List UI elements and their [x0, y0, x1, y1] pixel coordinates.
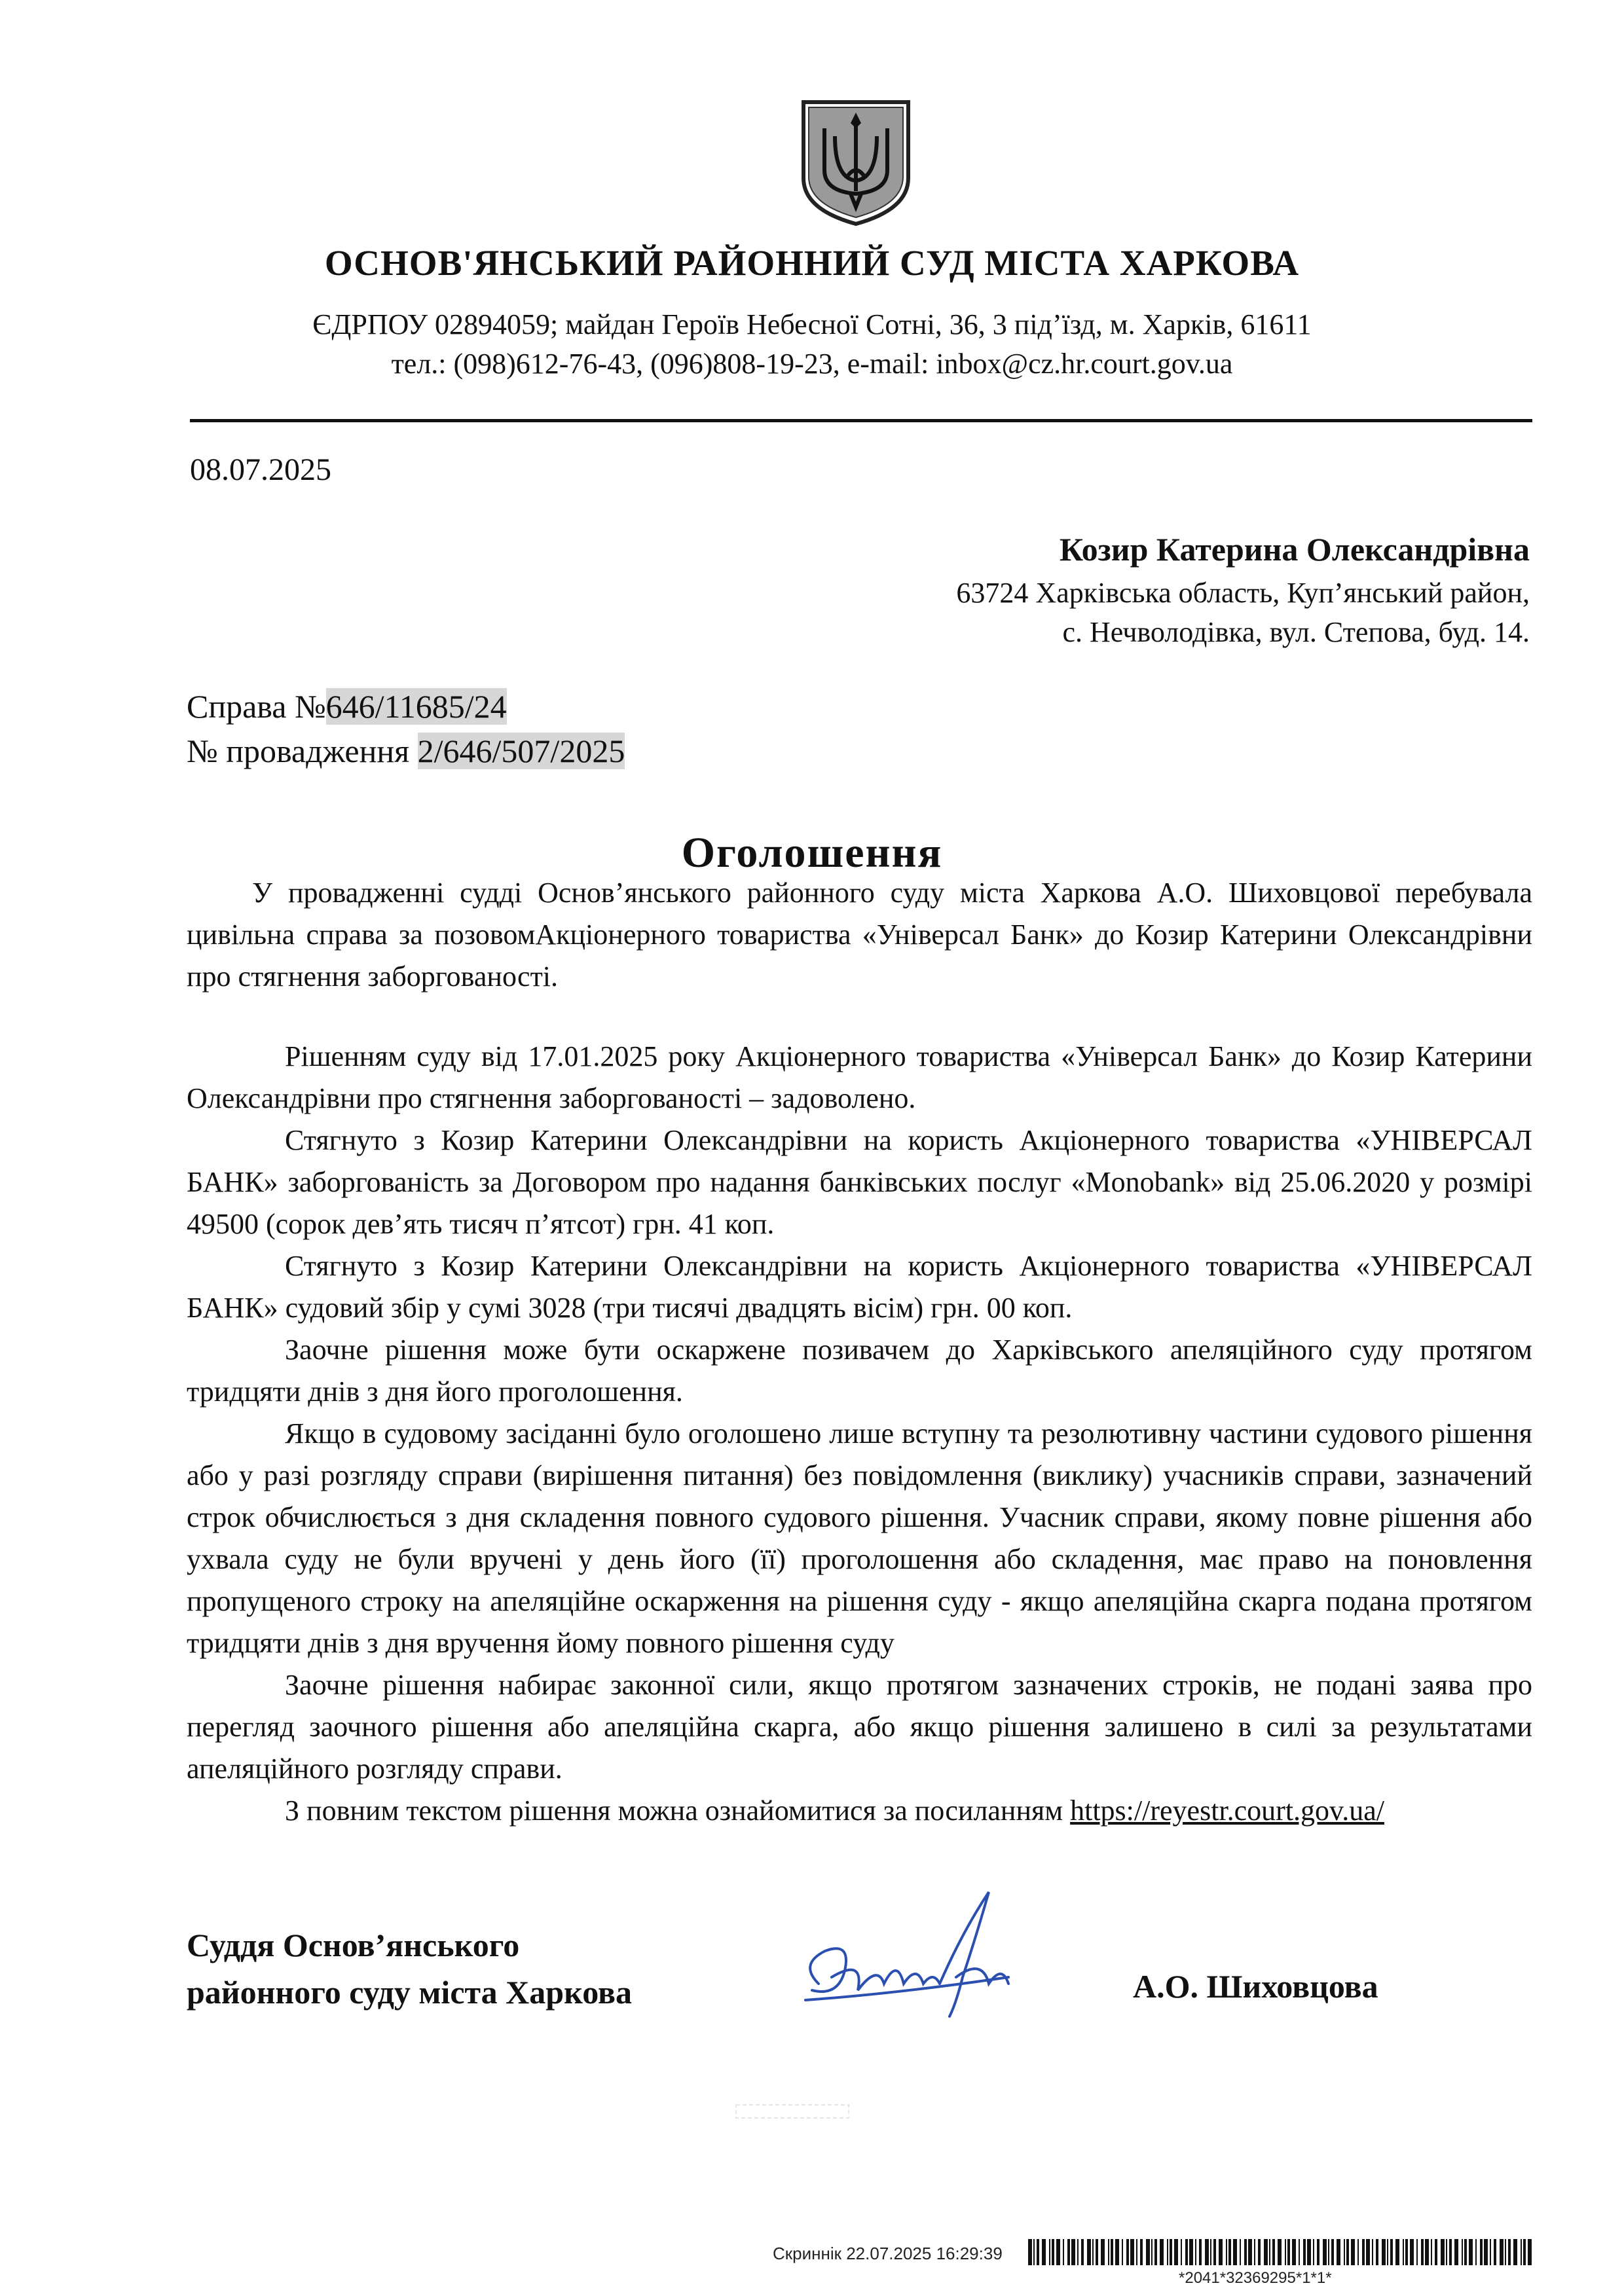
- court-contacts-line: тел.: (098)612-76-43, (096)808-19-23, e-mail: inbox@cz.hr.court.gov.ua: [391, 348, 1233, 380]
- paragraph: Заочне рішення набирає законної сили, якщо протягом зазначених строків, не подані заява про перегляд заочного рішення або апеляційна скарга, або якщо рішення залишено в силі за результатами апеляційного розгляду справи.: [187, 1669, 1532, 1785]
- announcement-body: [187, 872, 1532, 1832]
- barcode-bar: [1151, 2239, 1153, 2265]
- barcode-bar: [1376, 2239, 1378, 2265]
- barcode-bar: [1435, 2239, 1437, 2265]
- barcode-bar: [1264, 2239, 1268, 2265]
- barcode-bar: [1071, 2239, 1075, 2265]
- barcode-bar: [1254, 2239, 1255, 2265]
- barcode-bar: [1285, 2239, 1286, 2265]
- scan-timestamp: Скриннік 22.07.2025 16:29:39: [773, 2244, 1003, 2263]
- barcode-bar: [1328, 2239, 1329, 2265]
- barcode-bar: [1244, 2239, 1247, 2265]
- addressee-address-line2: с. Нечволодівка, вул. Степова, буд. 14.: [1062, 616, 1530, 648]
- paragraph: Рішенням суду від 17.01.2025 року Акціонерного товариства «Універсал Банк» до Козир Катерини Олександрівни про стягнення заборгованості – задоволено.: [187, 1040, 1532, 1114]
- barcode-bar: [1505, 2239, 1506, 2265]
- barcode-bar: [1484, 2239, 1488, 2265]
- barcode-bar: [1421, 2239, 1424, 2265]
- barcode-bar: [1513, 2239, 1517, 2265]
- barcode-bar: [1160, 2239, 1164, 2265]
- barcode-bar: [1475, 2239, 1477, 2265]
- barcode-bar: [1292, 2239, 1296, 2265]
- barcode-bar: [1410, 2239, 1414, 2265]
- barcode-bar: [1317, 2239, 1320, 2265]
- barcode-bar: [1464, 2239, 1467, 2265]
- barcode-bar: [1111, 2239, 1113, 2265]
- barcode-bar: [1140, 2239, 1143, 2265]
- trident-coat-of-arms-icon: [796, 97, 916, 228]
- barcode-bar: [1248, 2239, 1252, 2265]
- proceeding-number-label: № провадження: [187, 733, 418, 769]
- paragraph: У провадженні судді Основ’янського районного суду міста Харкова А.О. Шиховцової перебувала цивільна справа за позовомАкціонерного товариства «Універсал Банк» до Козир Катерини Олександрівни про стягнення заборгованості.: [187, 877, 1532, 993]
- barcode-bar: [1382, 2239, 1386, 2265]
- addressee-name: Козир Катерина Олександрівна: [1059, 531, 1530, 568]
- barcode-bar: [1351, 2239, 1355, 2265]
- barcode-bar: [1528, 2239, 1532, 2265]
- handwritten-signature-icon: [792, 1879, 1067, 2030]
- barcode-bar: [1372, 2239, 1373, 2265]
- barcode-bar: [1115, 2239, 1119, 2265]
- barcode-bar: [1278, 2239, 1282, 2265]
- barcode-bar: [1136, 2239, 1137, 2265]
- barcode-bar: [1313, 2239, 1314, 2265]
- barcode-bar: [1077, 2239, 1079, 2265]
- faint-stamp-mark: [733, 2098, 851, 2124]
- paragraph: Якщо в судовому засіданні було оголошено лише вступну та резолютивну частини судового рішення або у разі розгляду справи (вирішення питання) без повідомлення (виклику) учасників справи, зазначений строк обчислюється з дня складення повного судового рішення. Учасник справи, якому повне рішення або ухвала суду не були вручені у день його (її) проголошення або складення, має право на поновлення пропущеного строку на апеляційне оскарження на рішення суду - якщо апеляційна скарга подана протягом тридцяти днів з дня вручення йому повного рішення суду: [187, 1417, 1532, 1659]
- proceeding-number-line: [187, 732, 625, 770]
- barcode-bar: [1101, 2239, 1105, 2265]
- barcode-bar: [1228, 2239, 1231, 2265]
- barcode-bar: [1331, 2239, 1334, 2265]
- barcode-bar: [1362, 2239, 1365, 2265]
- judge-title-line1: Суддя Основ’янського: [187, 1927, 520, 1963]
- barcode-bar: [1174, 2239, 1178, 2265]
- barcode-bar: [1462, 2239, 1463, 2265]
- link-intro-text: З повним текстом рішення можна ознайомитися за посиланням: [285, 1795, 1071, 1827]
- barcode-bar: [1063, 2239, 1064, 2265]
- paragraph: Стягнуто з Козир Катерини Олександрівни на користь Акціонерного товариства «УНІВЕРСАЛ БАНК» судовий збір у сумі 3028 (три тисячі двадцять вісім) грн. 00 коп.: [187, 1250, 1532, 1324]
- barcode-bar: [1508, 2239, 1511, 2265]
- barcode-bar: [1269, 2239, 1270, 2265]
- proceeding-number: 2/646/507/2025: [417, 733, 625, 769]
- announcement-title: Оголошення: [681, 829, 943, 877]
- barcode-bar: [1037, 2239, 1039, 2265]
- barcode-bar: [1416, 2239, 1418, 2265]
- barcode-bar: [1028, 2239, 1032, 2265]
- barcode-bar: [1346, 2239, 1349, 2265]
- barcode-bar: [1056, 2239, 1060, 2265]
- barcode-bar: [1189, 2239, 1193, 2265]
- barcode-bar: [1033, 2239, 1035, 2265]
- barcode-bar: [1108, 2239, 1109, 2265]
- barcode-bar: [1521, 2239, 1522, 2265]
- barcode-bar: [1226, 2239, 1227, 2265]
- barcode-bar: [1344, 2239, 1345, 2265]
- barcode-bar: [1181, 2239, 1182, 2265]
- barcode-bar: [1307, 2239, 1311, 2265]
- case-number-line: [187, 687, 507, 725]
- barcode-bar: [1199, 2239, 1202, 2265]
- judge-title-line2: районного суду міста Харкова: [187, 1974, 633, 2011]
- case-number-label: Справа №: [187, 688, 326, 725]
- barcode-bar: [1052, 2239, 1054, 2265]
- barcode-bar: [1146, 2239, 1150, 2265]
- decision-registry-link[interactable]: https://reyestr.court.gov.ua/: [1070, 1795, 1384, 1827]
- barcode-bar: [1390, 2239, 1393, 2265]
- barcode-bar: [1299, 2239, 1300, 2265]
- barcode-bar: [1185, 2239, 1188, 2265]
- header-divider: [190, 419, 1532, 422]
- barcode-bar: [1500, 2239, 1504, 2265]
- barcode-bar: [1449, 2239, 1452, 2265]
- barcode-bar: [1431, 2239, 1432, 2265]
- barcode-bar: [1213, 2239, 1216, 2265]
- barcode-bar: [1130, 2239, 1134, 2265]
- barcode-bar: [1387, 2239, 1388, 2265]
- barcode-bar: [1049, 2239, 1050, 2265]
- barcode-bar: [1395, 2239, 1399, 2265]
- barcode-bar: [1469, 2239, 1473, 2265]
- barcode-bar: [1092, 2239, 1094, 2265]
- barcode-bar: [1446, 2239, 1447, 2265]
- barcode-bar: [1366, 2239, 1370, 2265]
- barcode-bar: [1454, 2239, 1458, 2265]
- barcode-bar: [1480, 2239, 1483, 2265]
- barcode-bar: [1219, 2239, 1223, 2265]
- barcode-bar: [1523, 2239, 1526, 2265]
- barcode-bar: [1126, 2239, 1129, 2265]
- barcode-icon: [1028, 2239, 1532, 2265]
- paragraph: Стягнуто з Козир Катерини Олександрівни на користь Акціонерного товариства «УНІВЕРСАЛ БАНК» заборгованість за Договором про надання банківських послуг «Monobank» від 25.06.2020 у розмірі 49500 (сорок дев’ять тисяч п’ятсот) грн. 41 коп.: [187, 1124, 1532, 1240]
- barcode-bar: [1195, 2239, 1196, 2265]
- court-name: ОСНОВ'ЯНСЬКИЙ РАЙОННИЙ СУД МІСТА ХАРКОВА: [324, 243, 1300, 283]
- barcode-bar: [1240, 2239, 1241, 2265]
- barcode-bar: [1272, 2239, 1275, 2265]
- barcode-bar: [1425, 2239, 1429, 2265]
- barcode-bar: [1441, 2239, 1445, 2265]
- barcode-bar: [1357, 2239, 1359, 2265]
- barcode-bar: [1170, 2239, 1172, 2265]
- barcode-bar: [1494, 2239, 1496, 2265]
- addressee-address-line1: 63724 Харківська область, Куп’янський район,: [956, 577, 1530, 609]
- paragraph: [187, 1790, 1532, 1832]
- barcode-bar: [1210, 2239, 1211, 2265]
- document-date: 08.07.2025: [190, 452, 331, 487]
- judge-name: А.О. Шиховцова: [1133, 1968, 1378, 2005]
- barcode-bar: [1287, 2239, 1290, 2265]
- barcode-number: *2041*32369295*1*1*: [1179, 2269, 1332, 2287]
- barcode-bar: [1167, 2239, 1168, 2265]
- barcode-bar: [1154, 2239, 1157, 2265]
- barcode-bar: [1337, 2239, 1340, 2265]
- barcode-bar: [1067, 2239, 1070, 2265]
- barcode-bar: [1042, 2239, 1046, 2265]
- paragraph: Заочне рішення може бути оскаржене позивачем до Харківського апеляційного суду протягом тридцяти днів з дня його проголошення.: [187, 1334, 1532, 1408]
- barcode-bar: [1081, 2239, 1084, 2265]
- barcode-bar: [1405, 2239, 1408, 2265]
- barcode-bar: [1403, 2239, 1404, 2265]
- barcode-bar: [1122, 2239, 1123, 2265]
- barcode-bar: [1205, 2239, 1209, 2265]
- barcode-bar: [1323, 2239, 1327, 2265]
- barcode-bar: [1490, 2239, 1491, 2265]
- court-details-line: ЄДРПОУ 02894059; майдан Героїв Небесної Сотні, 36, 3 під’їзд, м. Харків, 61611: [312, 308, 1312, 340]
- barcode-bar: [1087, 2239, 1091, 2265]
- case-number: 646/11685/24: [325, 688, 507, 725]
- barcode-bar: [1233, 2239, 1237, 2265]
- barcode-bar: [1096, 2239, 1098, 2265]
- judge-title: [187, 1922, 632, 2016]
- barcode-bar: [1303, 2239, 1306, 2265]
- barcode-bar: [1258, 2239, 1261, 2265]
